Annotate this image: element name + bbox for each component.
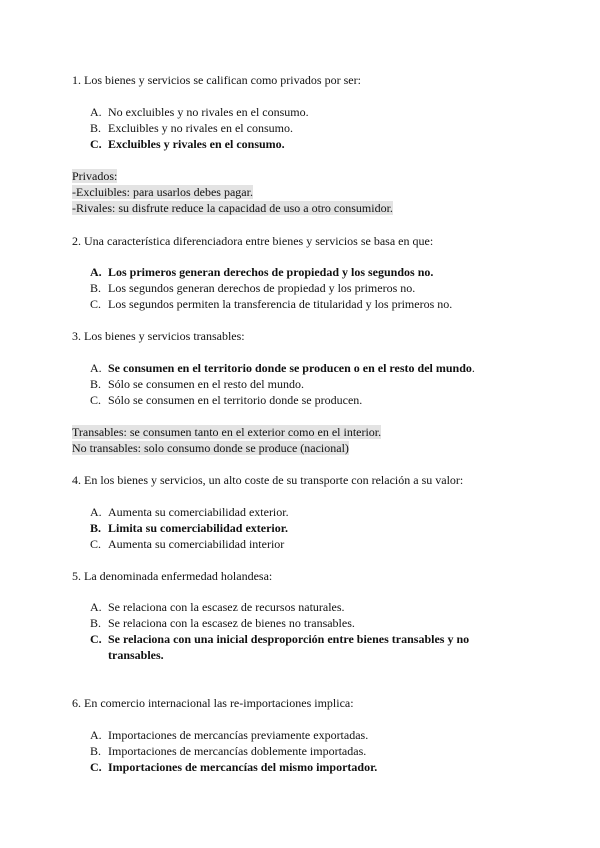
question-text: 5. La denominada enfermedad holandesa: — [72, 569, 273, 583]
option-a-answer: A. Los primeros generan derechos de propiedad y los segundos no. — [90, 265, 434, 279]
question-1 — [72, 72, 552, 88]
option-a: A. Se relaciona con la escasez de recursos naturales. — [90, 600, 345, 614]
note-3 — [72, 424, 552, 456]
options-2 — [72, 264, 552, 312]
question-text: 4. En los bienes y servicios, un alto coste de su transporte con relación a su valor: — [72, 473, 464, 487]
option-b-answer: B. Limita su comerciabilidad exterior. — [90, 521, 288, 535]
question-2 — [72, 233, 552, 249]
option-c: C. Sólo se consumen en el territorio donde se producen. — [90, 393, 363, 407]
question-4 — [72, 472, 552, 488]
question-text: 2. Una característica diferenciadora entre bienes y servicios se basa en que: — [72, 234, 434, 248]
options-3 — [72, 360, 552, 408]
option-a: A. Aumenta su comerciabilidad exterior. — [90, 505, 289, 519]
question-5 — [72, 568, 552, 584]
options-1 — [72, 104, 552, 152]
note-1 — [72, 168, 552, 216]
option-c: C. Aumenta su comerciabilidad interior — [90, 537, 285, 551]
option-c: C. Los segundos permiten la transferencia de titularidad y los primeros no. — [90, 297, 453, 311]
option-c-answer: C. Excluibles y rivales en el consumo. — [90, 137, 285, 151]
note-line: Transables: se consumen tanto en el exterior como en el interior. — [72, 425, 382, 439]
question-text: 1. Los bienes y servicios se califican como privados por ser: — [72, 73, 361, 87]
option-c-answer: C. Importaciones de mercancías del mismo importador. — [90, 760, 378, 774]
option-c-answer: C. Se relaciona con una inicial desproporción entre bienes transables y no transables. — [90, 632, 470, 662]
note-line: No transables: solo consumo donde se produce (nacional) — [72, 441, 349, 455]
question-text: 6. En comercio internacional las re-importaciones implica: — [72, 696, 354, 710]
note-line: Privados: — [72, 169, 118, 183]
options-6 — [72, 727, 552, 775]
option-a: A. No excluibles y no rivales en el consumo. — [90, 105, 309, 119]
options-5 — [72, 599, 552, 663]
option-b: B. Excluibles y no rivales en el consumo. — [90, 121, 293, 135]
option-b: B. Se relaciona con la escasez de bienes no transables. — [90, 616, 355, 630]
note-line: -Excluibles: para usarlos debes pagar. — [72, 185, 253, 199]
option-a: A. Importaciones de mercancías previamente exportadas. — [90, 728, 369, 742]
option-b: B. Los segundos generan derechos de propiedad y los primeros no. — [90, 281, 416, 295]
options-4 — [72, 504, 552, 552]
option-b: B. Sólo se consumen en el resto del mundo. — [90, 377, 304, 391]
question-text: 3. Los bienes y servicios transables: — [72, 329, 245, 343]
question-3 — [72, 328, 552, 344]
option-a-answer: A. Se consumen en el territorio donde se producen o en el resto del mundo. — [90, 361, 475, 375]
question-6 — [72, 695, 552, 711]
note-line: -Rivales: su disfrute reduce la capacidad de uso a otro consumidor. — [72, 201, 393, 215]
option-b: B. Importaciones de mercancías doblemente importadas. — [90, 744, 367, 758]
